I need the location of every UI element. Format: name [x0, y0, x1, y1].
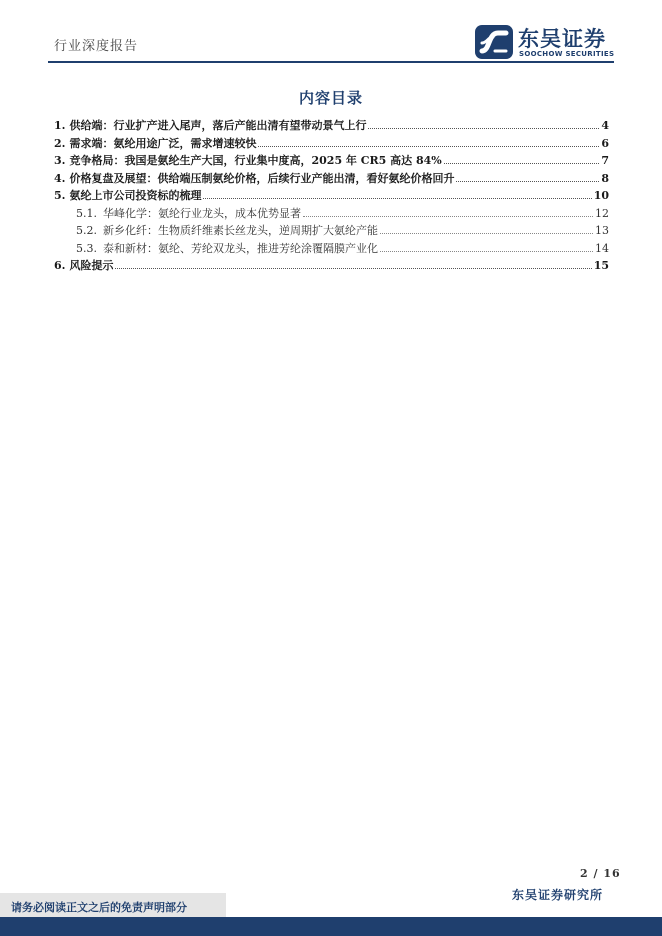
toc-entry-1[interactable] [54, 117, 609, 135]
toc-entry-page: 12 [595, 206, 609, 220]
brand-name: 东吴证券 [518, 27, 606, 51]
toc-entry-number: 6. [54, 259, 66, 272]
toc-dot-leader [380, 233, 593, 234]
toc-entry-page: 14 [595, 241, 609, 255]
toc-entry-6[interactable] [54, 257, 609, 275]
header-divider [48, 61, 614, 63]
toc-dot-leader [203, 198, 591, 199]
toc-entry-text[interactable]: 新乡化纤：生物质纤维素长丝龙头，逆周期扩大氨纶产能 [103, 224, 378, 237]
toc-entry-page: 6 [601, 136, 609, 150]
toc-entry-text[interactable]: 华峰化学：氨纶行业龙头，成本优势显著 [103, 206, 301, 220]
toc-entry-5-2[interactable] [54, 222, 609, 240]
toc-dot-leader [115, 268, 591, 269]
toc-entry-number: 1. [54, 119, 66, 132]
footer-disclaimer: 请务必阅读正文之后的免责声明部分 [11, 901, 187, 914]
page-indicator: 2 / 16 [580, 867, 621, 880]
toc-entry-number: 4. [54, 171, 66, 185]
toc-entry-text[interactable]: 价格复盘及展望：供给端压制氨纶价格，后续行业产能出清，看好氨纶价格回升 [69, 171, 455, 185]
toc-dot-leader [303, 216, 593, 217]
toc-entry-text[interactable]: 需求端：氨纶用途广泛，需求增速较快 [69, 136, 257, 150]
toc-dot-leader [380, 251, 593, 252]
toc-entry-3[interactable] [54, 152, 609, 170]
brand-logo [474, 24, 624, 64]
toc-entry-number: 5.2. [76, 224, 97, 237]
toc-entry-text[interactable]: 风险提示 [69, 259, 114, 272]
toc-entry-text[interactable]: 泰和新材：氨纶、芳纶双龙头，推进芳纶涂覆隔膜产业化 [103, 241, 378, 255]
toc-entry-page: 8 [601, 171, 609, 185]
toc-entry-text[interactable]: 竞争格局：我国是氨纶生产大国，行业集中度高，2025 年 CR5 高达 84% [69, 154, 442, 167]
footer-firm-name: 东吴证券研究所 [512, 888, 604, 902]
toc-entry-text[interactable]: 供给端：行业扩产进入尾声，落后产能出清有望带动景气上行 [69, 119, 367, 132]
toc-entry-page: 15 [593, 259, 609, 272]
soochow-logo-icon [474, 24, 514, 60]
toc-entry-5[interactable] [54, 187, 609, 205]
toc-entry-4[interactable] [54, 170, 609, 188]
toc-entry-number: 3. [54, 154, 66, 167]
toc-entry-2[interactable] [54, 135, 609, 153]
toc-entry-text[interactable]: 氨纶上市公司投资标的梳理 [69, 189, 202, 202]
toc-entry-5-1[interactable] [54, 205, 609, 223]
brand-subtitle: SOOCHOW SECURITIES [519, 50, 615, 58]
toc-entry-5-3[interactable] [54, 240, 609, 258]
toc-entry-page: 13 [595, 224, 609, 237]
toc-dot-leader [456, 181, 599, 182]
toc-title: 内容目录 [298, 89, 363, 107]
toc-entry-number: 5. [54, 189, 66, 202]
toc-entry-page: 10 [593, 189, 609, 202]
header-category: 行业深度报告 [54, 39, 139, 54]
toc-entry-number: 2. [54, 136, 66, 150]
footer-bar [0, 917, 662, 936]
toc-entry-number: 5.3. [76, 241, 97, 255]
toc-entry-page: 4 [601, 119, 609, 132]
toc-dot-leader [368, 128, 599, 129]
toc-entry-page: 7 [601, 154, 609, 167]
toc-dot-leader [444, 163, 600, 164]
table-of-contents [54, 117, 609, 275]
toc-dot-leader [258, 146, 599, 147]
toc-entry-number: 5.1. [76, 206, 97, 220]
